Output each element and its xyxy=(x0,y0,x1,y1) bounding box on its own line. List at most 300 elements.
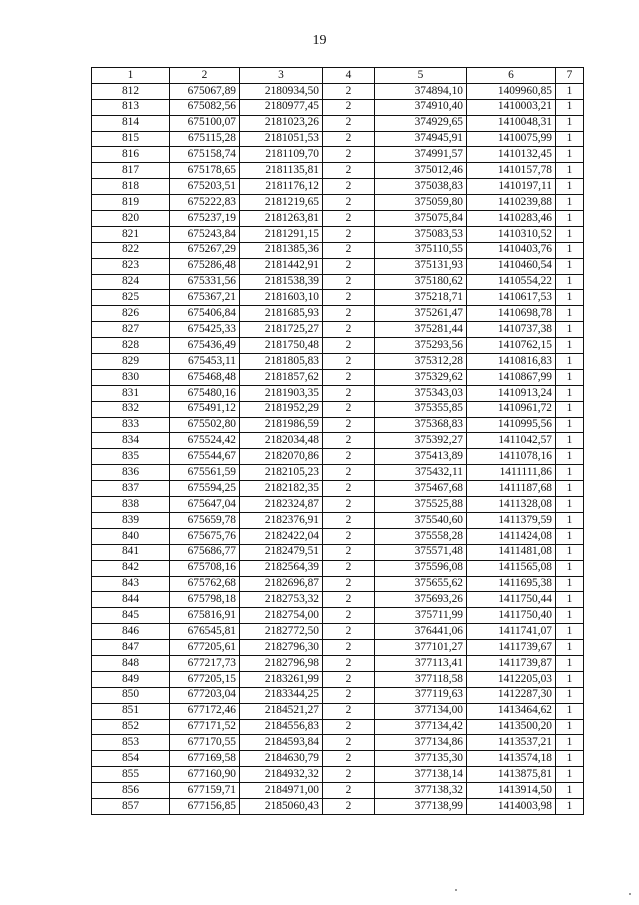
table-body xyxy=(92,83,584,814)
table-cell: 1411187,68 xyxy=(467,481,556,497)
table-cell: 2185060,43 xyxy=(240,798,323,814)
table-cell: 2184593,84 xyxy=(240,735,323,751)
table-cell: 2 xyxy=(323,544,375,560)
table-cell: 2 xyxy=(323,338,375,354)
table-cell: 1 xyxy=(556,735,584,751)
table-row xyxy=(92,497,584,513)
table-cell: 2181986,59 xyxy=(240,417,323,433)
table-cell: 2181051,53 xyxy=(240,131,323,147)
table-cell: 377118,58 xyxy=(375,671,467,687)
table-cell: 2 xyxy=(323,640,375,656)
table-cell: 816 xyxy=(92,147,170,163)
table-cell: 2181903,35 xyxy=(240,385,323,401)
coordinates-table xyxy=(91,67,584,815)
table-cell: 2183261,99 xyxy=(240,671,323,687)
table-row xyxy=(92,687,584,703)
table-cell: 1 xyxy=(556,290,584,306)
table-cell: 822 xyxy=(92,242,170,258)
table-cell: 377135,30 xyxy=(375,751,467,767)
table-cell: 1 xyxy=(556,497,584,513)
table-cell: 675816,91 xyxy=(170,608,240,624)
table-cell: 2181176,12 xyxy=(240,179,323,195)
table-cell: 1410554,22 xyxy=(467,274,556,290)
table-cell: 377134,86 xyxy=(375,735,467,751)
table-cell: 1 xyxy=(556,640,584,656)
column-header: 2 xyxy=(170,68,240,84)
table-row xyxy=(92,242,584,258)
table-cell: 2 xyxy=(323,433,375,449)
table-cell: 827 xyxy=(92,322,170,338)
table-cell: 2 xyxy=(323,226,375,242)
table-cell: 1 xyxy=(556,608,584,624)
table-cell: 376441,06 xyxy=(375,624,467,640)
header-row xyxy=(92,68,584,84)
table-row xyxy=(92,608,584,624)
table-cell: 375655,62 xyxy=(375,576,467,592)
table-cell: 2182696,87 xyxy=(240,576,323,592)
table-cell: 2 xyxy=(323,401,375,417)
table-cell: 2 xyxy=(323,497,375,513)
table-cell: 675468,48 xyxy=(170,369,240,385)
table-cell: 675480,16 xyxy=(170,385,240,401)
table-row xyxy=(92,115,584,131)
table-cell: 1410995,56 xyxy=(467,417,556,433)
table-cell: 377138,32 xyxy=(375,783,467,799)
table-cell: 2 xyxy=(323,735,375,751)
table-cell: 675675,76 xyxy=(170,528,240,544)
table-row xyxy=(92,735,584,751)
table-cell: 1413574,18 xyxy=(467,751,556,767)
table-cell: 1 xyxy=(556,783,584,799)
table-cell: 1 xyxy=(556,385,584,401)
table-cell: 2181750,48 xyxy=(240,338,323,354)
table-cell: 815 xyxy=(92,131,170,147)
column-header: 4 xyxy=(323,68,375,84)
table-cell: 832 xyxy=(92,401,170,417)
table-cell: 377134,42 xyxy=(375,719,467,735)
table-cell: 2 xyxy=(323,195,375,211)
table-cell: 1411739,87 xyxy=(467,655,556,671)
table-cell: 377101,27 xyxy=(375,640,467,656)
table-cell: 856 xyxy=(92,783,170,799)
table-row xyxy=(92,465,584,481)
table-cell: 1 xyxy=(556,354,584,370)
table-cell: 1 xyxy=(556,322,584,338)
table-cell: 375558,28 xyxy=(375,528,467,544)
table-cell: 677171,52 xyxy=(170,719,240,735)
column-header: 5 xyxy=(375,68,467,84)
table-cell: 1 xyxy=(556,83,584,99)
table-cell: 2182324,87 xyxy=(240,497,323,513)
table-cell: 857 xyxy=(92,798,170,814)
table-cell: 1 xyxy=(556,798,584,814)
table-cell: 2182376,91 xyxy=(240,512,323,528)
table-row xyxy=(92,322,584,338)
table-cell: 1 xyxy=(556,147,584,163)
table-cell: 829 xyxy=(92,354,170,370)
table-cell: 675158,74 xyxy=(170,147,240,163)
table-cell: 821 xyxy=(92,226,170,242)
table-cell: 854 xyxy=(92,751,170,767)
table-cell: 677217,73 xyxy=(170,655,240,671)
table-cell: 1411695,38 xyxy=(467,576,556,592)
table-cell: 2 xyxy=(323,687,375,703)
table-cell: 1412287,30 xyxy=(467,687,556,703)
table-row xyxy=(92,544,584,560)
table-cell: 846 xyxy=(92,624,170,640)
scan-speck xyxy=(629,893,631,895)
table-cell: 1 xyxy=(556,624,584,640)
table-cell: 375281,44 xyxy=(375,322,467,338)
table-cell: 2184932,32 xyxy=(240,767,323,783)
scan-speck xyxy=(455,889,457,891)
table-cell: 847 xyxy=(92,640,170,656)
table-cell: 1 xyxy=(556,195,584,211)
table-cell: 1410403,76 xyxy=(467,242,556,258)
table-cell: 675178,65 xyxy=(170,163,240,179)
table-cell: 1410048,31 xyxy=(467,115,556,131)
table-cell: 1 xyxy=(556,560,584,576)
table-cell: 1 xyxy=(556,449,584,465)
table-cell: 825 xyxy=(92,290,170,306)
table-row xyxy=(92,338,584,354)
table-cell: 1410698,78 xyxy=(467,306,556,322)
table-cell: 2 xyxy=(323,83,375,99)
table-cell: 2 xyxy=(323,512,375,528)
table-cell: 1 xyxy=(556,274,584,290)
table-cell: 2182070,86 xyxy=(240,449,323,465)
table-cell: 831 xyxy=(92,385,170,401)
table-cell: 1410283,46 xyxy=(467,211,556,227)
table-row xyxy=(92,751,584,767)
table-cell: 1 xyxy=(556,655,584,671)
table-row xyxy=(92,528,584,544)
table-cell: 2181725,27 xyxy=(240,322,323,338)
table-cell: 1 xyxy=(556,242,584,258)
table-row xyxy=(92,655,584,671)
table-cell: 675331,56 xyxy=(170,274,240,290)
table-cell: 675286,48 xyxy=(170,258,240,274)
table-cell: 1410816,83 xyxy=(467,354,556,370)
table-cell: 1 xyxy=(556,417,584,433)
table-cell: 842 xyxy=(92,560,170,576)
table-cell: 1 xyxy=(556,306,584,322)
table-cell: 675561,59 xyxy=(170,465,240,481)
table-cell: 1 xyxy=(556,751,584,767)
table-row xyxy=(92,195,584,211)
table-cell: 1 xyxy=(556,528,584,544)
table-cell: 1 xyxy=(556,179,584,195)
table-cell: 375293,56 xyxy=(375,338,467,354)
table-cell: 828 xyxy=(92,338,170,354)
table-cell: 1411042,57 xyxy=(467,433,556,449)
table-cell: 1410132,45 xyxy=(467,147,556,163)
table-cell: 1411739,67 xyxy=(467,640,556,656)
table-cell: 677169,58 xyxy=(170,751,240,767)
table-cell: 677203,04 xyxy=(170,687,240,703)
table-cell: 2 xyxy=(323,131,375,147)
table-cell: 1 xyxy=(556,703,584,719)
table-cell: 2182479,51 xyxy=(240,544,323,560)
table-cell: 1411741,07 xyxy=(467,624,556,640)
table-cell: 1413500,20 xyxy=(467,719,556,735)
column-header: 1 xyxy=(92,68,170,84)
table-cell: 675762,68 xyxy=(170,576,240,592)
table-cell: 836 xyxy=(92,465,170,481)
table-cell: 1 xyxy=(556,687,584,703)
table-row xyxy=(92,449,584,465)
table-cell: 675243,84 xyxy=(170,226,240,242)
table-cell: 675115,28 xyxy=(170,131,240,147)
table-cell: 2 xyxy=(323,99,375,115)
table-cell: 1413914,50 xyxy=(467,783,556,799)
table-cell: 1 xyxy=(556,465,584,481)
table-cell: 677170,55 xyxy=(170,735,240,751)
table-cell: 1 xyxy=(556,576,584,592)
table-cell: 1 xyxy=(556,338,584,354)
table-cell: 845 xyxy=(92,608,170,624)
table-row xyxy=(92,354,584,370)
table-row xyxy=(92,211,584,227)
table-cell: 837 xyxy=(92,481,170,497)
table-row xyxy=(92,226,584,242)
table-row xyxy=(92,274,584,290)
table-cell: 1 xyxy=(556,433,584,449)
table-cell: 375180,62 xyxy=(375,274,467,290)
table-cell: 853 xyxy=(92,735,170,751)
table-cell: 675406,84 xyxy=(170,306,240,322)
table-cell: 2 xyxy=(323,608,375,624)
table-cell: 839 xyxy=(92,512,170,528)
table-row xyxy=(92,719,584,735)
table-cell: 375343,03 xyxy=(375,385,467,401)
table-cell: 377138,99 xyxy=(375,798,467,814)
table-cell: 835 xyxy=(92,449,170,465)
table-cell: 675082,56 xyxy=(170,99,240,115)
table-cell: 676545,81 xyxy=(170,624,240,640)
table-cell: 820 xyxy=(92,211,170,227)
table-row xyxy=(92,481,584,497)
table-cell: 675798,18 xyxy=(170,592,240,608)
table-cell: 1411750,44 xyxy=(467,592,556,608)
table-row xyxy=(92,369,584,385)
table-cell: 1411328,08 xyxy=(467,497,556,513)
table-cell: 375038,83 xyxy=(375,179,467,195)
table-cell: 840 xyxy=(92,528,170,544)
table-cell: 1 xyxy=(556,481,584,497)
table-cell: 2181952,29 xyxy=(240,401,323,417)
table-cell: 377119,63 xyxy=(375,687,467,703)
table-cell: 2181685,93 xyxy=(240,306,323,322)
table-cell: 677160,90 xyxy=(170,767,240,783)
table-cell: 377134,00 xyxy=(375,703,467,719)
table-cell: 2 xyxy=(323,671,375,687)
table-cell: 675594,25 xyxy=(170,481,240,497)
table-cell: 375571,48 xyxy=(375,544,467,560)
table-cell: 2 xyxy=(323,115,375,131)
table-row xyxy=(92,798,584,814)
table-cell: 374910,40 xyxy=(375,99,467,115)
table-row xyxy=(92,131,584,147)
table-row xyxy=(92,306,584,322)
table-cell: 1 xyxy=(556,131,584,147)
table-cell: 2182796,98 xyxy=(240,655,323,671)
table-cell: 675524,42 xyxy=(170,433,240,449)
table-row xyxy=(92,401,584,417)
table-cell: 675686,77 xyxy=(170,544,240,560)
table-cell: 1412205,03 xyxy=(467,671,556,687)
table-row xyxy=(92,147,584,163)
table-cell: 838 xyxy=(92,497,170,513)
table-cell: 1 xyxy=(556,226,584,242)
table-cell: 375467,68 xyxy=(375,481,467,497)
table-cell: 675367,21 xyxy=(170,290,240,306)
table-cell: 2 xyxy=(323,767,375,783)
table-cell: 2182034,48 xyxy=(240,433,323,449)
table-cell: 849 xyxy=(92,671,170,687)
table-cell: 2180977,45 xyxy=(240,99,323,115)
table-cell: 375711,99 xyxy=(375,608,467,624)
table-cell: 375355,85 xyxy=(375,401,467,417)
table-cell: 1411078,16 xyxy=(467,449,556,465)
table-cell: 377138,14 xyxy=(375,767,467,783)
table-row xyxy=(92,703,584,719)
table-row xyxy=(92,767,584,783)
table-cell: 1410913,24 xyxy=(467,385,556,401)
table-cell: 1411750,40 xyxy=(467,608,556,624)
table-cell: 2 xyxy=(323,751,375,767)
table-cell: 2181857,62 xyxy=(240,369,323,385)
table-row xyxy=(92,624,584,640)
table-cell: 1410003,21 xyxy=(467,99,556,115)
table-cell: 375261,47 xyxy=(375,306,467,322)
table-cell: 2 xyxy=(323,592,375,608)
table-cell: 2 xyxy=(323,163,375,179)
table-cell: 813 xyxy=(92,99,170,115)
table-cell: 2182796,30 xyxy=(240,640,323,656)
table-cell: 1410239,88 xyxy=(467,195,556,211)
table-cell: 1413537,21 xyxy=(467,735,556,751)
table-row xyxy=(92,576,584,592)
table-row xyxy=(92,83,584,99)
table-cell: 677156,85 xyxy=(170,798,240,814)
table-cell: 375110,55 xyxy=(375,242,467,258)
table-cell: 2 xyxy=(323,211,375,227)
table-cell: 1414003,98 xyxy=(467,798,556,814)
table-row xyxy=(92,99,584,115)
table-cell: 2181109,70 xyxy=(240,147,323,163)
table-cell: 1410460,54 xyxy=(467,258,556,274)
table-cell: 2181023,26 xyxy=(240,115,323,131)
table-cell: 2 xyxy=(323,274,375,290)
table-cell: 841 xyxy=(92,544,170,560)
table-cell: 2183344,25 xyxy=(240,687,323,703)
table-cell: 2182422,04 xyxy=(240,528,323,544)
table-cell: 2182564,39 xyxy=(240,560,323,576)
table-cell: 1410197,11 xyxy=(467,179,556,195)
table-cell: 2 xyxy=(323,719,375,735)
table-cell: 677205,61 xyxy=(170,640,240,656)
table-cell: 2 xyxy=(323,576,375,592)
table-row xyxy=(92,179,584,195)
table-cell: 1410075,99 xyxy=(467,131,556,147)
table-cell: 375540,60 xyxy=(375,512,467,528)
table-cell: 375312,28 xyxy=(375,354,467,370)
table-cell: 2181442,91 xyxy=(240,258,323,274)
table-cell: 2181135,81 xyxy=(240,163,323,179)
table-cell: 375131,93 xyxy=(375,258,467,274)
table-header xyxy=(92,68,584,84)
table-cell: 375075,84 xyxy=(375,211,467,227)
table-cell: 375432,11 xyxy=(375,465,467,481)
table-cell: 1 xyxy=(556,163,584,179)
table-cell: 2181219,65 xyxy=(240,195,323,211)
table-cell: 2182754,00 xyxy=(240,608,323,624)
table-cell: 1 xyxy=(556,258,584,274)
table-cell: 1409960,85 xyxy=(467,83,556,99)
table-row xyxy=(92,258,584,274)
table-cell: 851 xyxy=(92,703,170,719)
table-cell: 2 xyxy=(323,322,375,338)
page-number: 19 xyxy=(312,33,327,48)
table-cell: 1410737,38 xyxy=(467,322,556,338)
table-cell: 1411111,86 xyxy=(467,465,556,481)
table-cell: 2182105,23 xyxy=(240,465,323,481)
table-row xyxy=(92,640,584,656)
table-cell: 1 xyxy=(556,719,584,735)
table-cell: 2 xyxy=(323,242,375,258)
table-cell: 1 xyxy=(556,767,584,783)
table-row xyxy=(92,671,584,687)
table-cell: 1410157,78 xyxy=(467,163,556,179)
table-cell: 814 xyxy=(92,115,170,131)
table-cell: 2 xyxy=(323,354,375,370)
table-cell: 675502,80 xyxy=(170,417,240,433)
table-cell: 834 xyxy=(92,433,170,449)
table-cell: 675659,78 xyxy=(170,512,240,528)
table-cell: 1 xyxy=(556,211,584,227)
table-cell: 855 xyxy=(92,767,170,783)
table-cell: 2 xyxy=(323,655,375,671)
table-cell: 826 xyxy=(92,306,170,322)
table-cell: 2184630,79 xyxy=(240,751,323,767)
table-cell: 2 xyxy=(323,306,375,322)
table-cell: 824 xyxy=(92,274,170,290)
table-cell: 1 xyxy=(556,592,584,608)
table-cell: 2184521,27 xyxy=(240,703,323,719)
table-cell: 2 xyxy=(323,528,375,544)
column-header: 6 xyxy=(467,68,556,84)
table-cell: 675544,67 xyxy=(170,449,240,465)
table-row xyxy=(92,385,584,401)
table-cell: 1 xyxy=(556,671,584,687)
table-cell: 374929,65 xyxy=(375,115,467,131)
table-cell: 844 xyxy=(92,592,170,608)
table-cell: 2181263,81 xyxy=(240,211,323,227)
table-cell: 2 xyxy=(323,147,375,163)
table-cell: 675267,29 xyxy=(170,242,240,258)
table-cell: 375329,62 xyxy=(375,369,467,385)
table-row xyxy=(92,433,584,449)
table-cell: 2 xyxy=(323,624,375,640)
table-cell: 375413,89 xyxy=(375,449,467,465)
table-cell: 2 xyxy=(323,385,375,401)
table-cell: 2 xyxy=(323,465,375,481)
table-cell: 375596,08 xyxy=(375,560,467,576)
table-cell: 1 xyxy=(556,512,584,528)
table-cell: 2182772,50 xyxy=(240,624,323,640)
table-cell: 375368,83 xyxy=(375,417,467,433)
